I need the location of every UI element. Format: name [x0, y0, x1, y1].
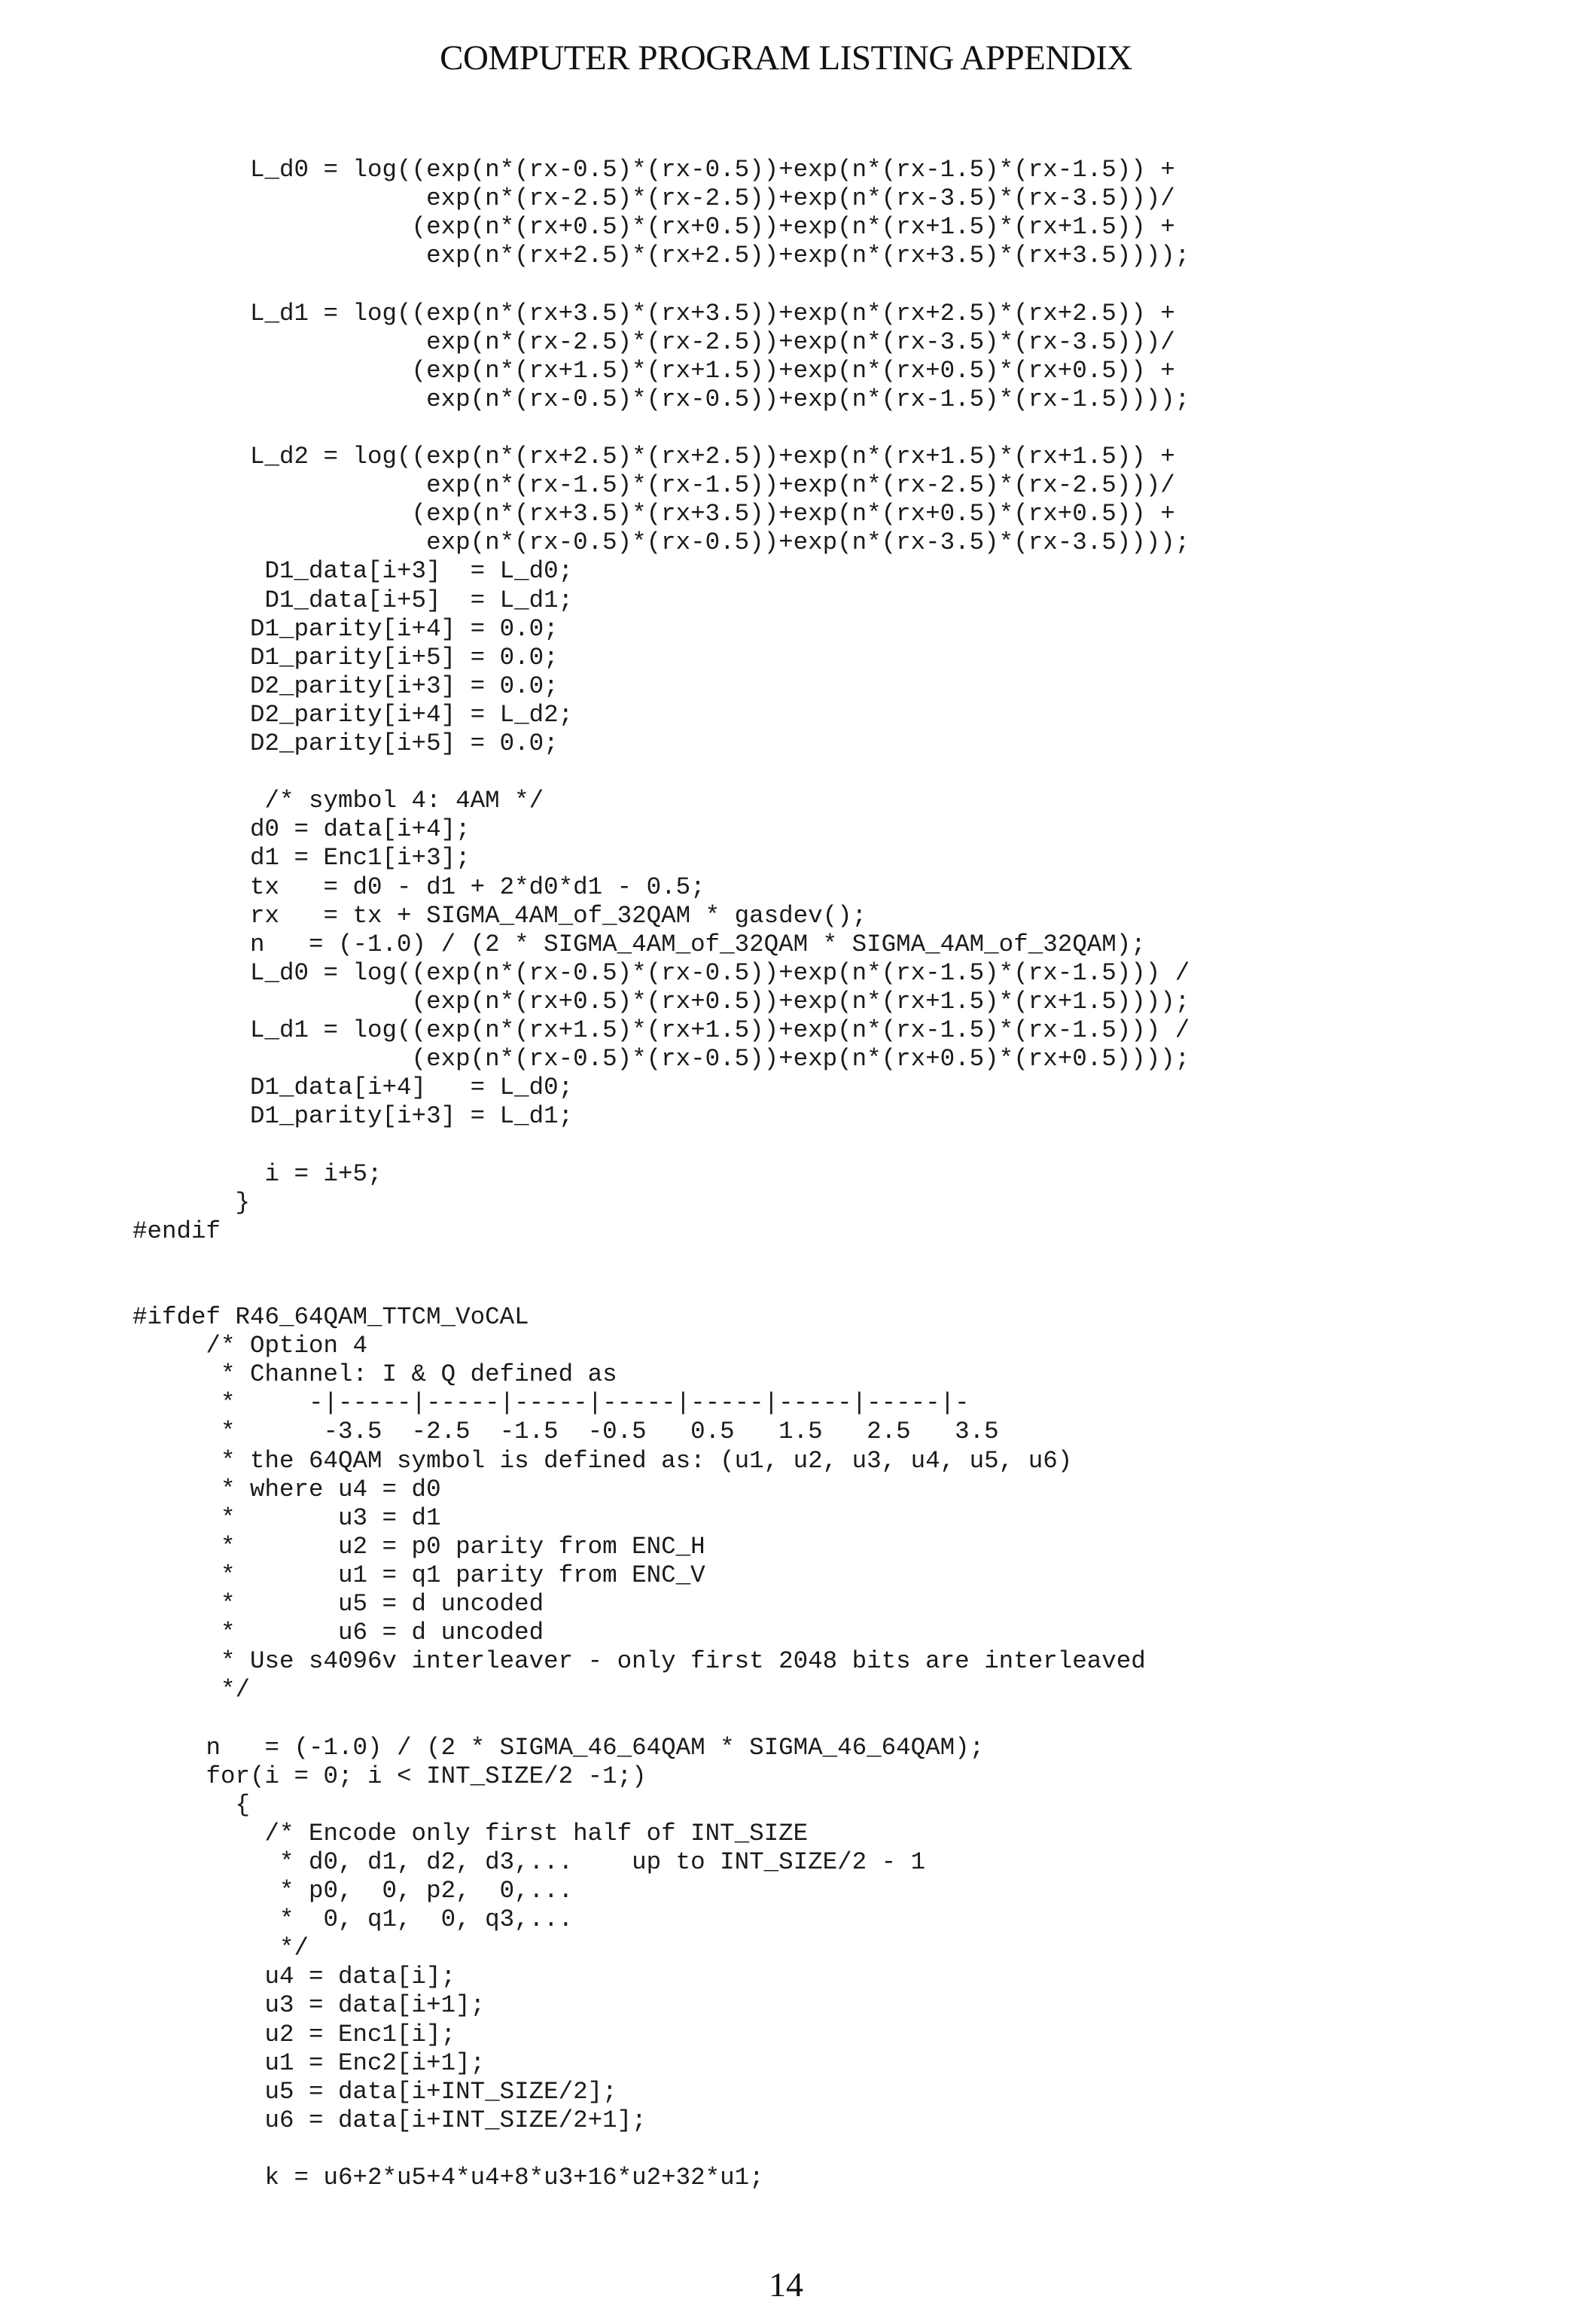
code-line: * u3 = d1 [133, 1504, 441, 1533]
code-line: * u5 = d uncoded [133, 1590, 544, 1619]
code-line: /* Option 4 [133, 1332, 367, 1360]
code-line: u1 = Enc2[i+1]; [133, 2049, 485, 2078]
code-line: n = (-1.0) / (2 * SIGMA_46_64QAM * SIGMA_46_64QAM); [133, 1734, 984, 1762]
code-line: D1_data[i+5] = L_d1; [133, 586, 573, 615]
code-line: (exp(n*(rx+0.5)*(rx+0.5))+exp(n*(rx+1.5)*(rx+1.5)))); [133, 988, 1190, 1016]
code-line: tx = d0 - d1 + 2*d0*d1 - 0.5; [133, 873, 705, 902]
code-line: (exp(n*(rx+3.5)*(rx+3.5))+exp(n*(rx+0.5)*(rx+0.5)) + [133, 500, 1175, 528]
code-line: k = u6+2*u5+4*u4+8*u3+16*u2+32*u1; [133, 2164, 764, 2192]
code-line: #endif [133, 1217, 221, 1246]
code-line: * the 64QAM symbol is defined as: (u1, u2, u3, u4, u5, u6) [133, 1447, 1072, 1476]
code-line: exp(n*(rx-2.5)*(rx-2.5))+exp(n*(rx-3.5)*(rx-3.5)))/ [133, 184, 1175, 213]
code-line: * 0, q1, 0, q3,... [133, 1905, 573, 1934]
page-title: COMPUTER PROGRAM LISTING APPENDIX [0, 38, 1572, 78]
code-line: (exp(n*(rx+1.5)*(rx+1.5))+exp(n*(rx+0.5)*(rx+0.5)) + [133, 357, 1175, 385]
code-line: /* Encode only first half of INT_SIZE [133, 1820, 808, 1848]
code-line: i = i+5; [133, 1160, 382, 1189]
page-number: 14 [0, 2265, 1572, 2304]
code-line: D2_parity[i+4] = L_d2; [133, 701, 573, 729]
code-line: * p0, 0, p2, 0,... [133, 1877, 573, 1905]
code-line: D1_parity[i+4] = 0.0; [133, 615, 559, 644]
code-line: (exp(n*(rx-0.5)*(rx-0.5))+exp(n*(rx+0.5)*(rx+0.5)))); [133, 1045, 1190, 1074]
code-line: #ifdef R46_64QAM_TTCM_VoCAL [133, 1303, 529, 1332]
code-line: exp(n*(rx-0.5)*(rx-0.5))+exp(n*(rx-3.5)*(rx-3.5)))); [133, 528, 1190, 557]
code-line: D2_parity[i+3] = 0.0; [133, 672, 559, 701]
code-line: * u6 = d uncoded [133, 1619, 544, 1647]
code-line: * where u4 = d0 [133, 1476, 441, 1504]
code-line: L_d1 = log((exp(n*(rx+1.5)*(rx+1.5))+exp(n*(rx-1.5)*(rx-1.5))) / [133, 1016, 1190, 1045]
code-line: */ [133, 1676, 250, 1704]
code-line: * Channel: I & Q defined as [133, 1360, 617, 1389]
code-line: * -|-----|-----|-----|-----|-----|-----|-----|- [133, 1389, 970, 1418]
code-line: D1_parity[i+5] = 0.0; [133, 644, 559, 672]
code-line: exp(n*(rx+2.5)*(rx+2.5))+exp(n*(rx+3.5)*(rx+3.5)))); [133, 242, 1190, 270]
code-line: /* symbol 4: 4AM */ [133, 787, 544, 815]
code-line: } [133, 1189, 250, 1217]
code-line: L_d0 = log((exp(n*(rx-0.5)*(rx-0.5))+exp(n*(rx-1.5)*(rx-1.5)) + [133, 156, 1175, 184]
code-line: u4 = data[i]; [133, 1963, 455, 1991]
code-line: u3 = data[i+1]; [133, 1991, 485, 2020]
code-line: d1 = Enc1[i+3]; [133, 844, 471, 873]
code-line: * Use s4096v interleaver - only first 2048 bits are interleaved [133, 1647, 1146, 1676]
code-line: * d0, d1, d2, d3,... up to INT_SIZE/2 - 1 [133, 1848, 925, 1877]
code-line: * -3.5 -2.5 -1.5 -0.5 0.5 1.5 2.5 3.5 [133, 1418, 999, 1446]
code-line: D1_parity[i+3] = L_d1; [133, 1102, 573, 1131]
code-line: L_d1 = log((exp(n*(rx+3.5)*(rx+3.5))+exp(n*(rx+2.5)*(rx+2.5)) + [133, 300, 1175, 328]
code-line: L_d2 = log((exp(n*(rx+2.5)*(rx+2.5))+exp(n*(rx+1.5)*(rx+1.5)) + [133, 443, 1175, 471]
code-line: u5 = data[i+INT_SIZE/2]; [133, 2078, 617, 2106]
code-line: L_d0 = log((exp(n*(rx-0.5)*(rx-0.5))+exp(n*(rx-1.5)*(rx-1.5))) / [133, 959, 1190, 988]
code-line: (exp(n*(rx+0.5)*(rx+0.5))+exp(n*(rx+1.5)*(rx+1.5)) + [133, 213, 1175, 242]
code-line: u2 = Enc1[i]; [133, 2021, 455, 2049]
code-line: exp(n*(rx-2.5)*(rx-2.5))+exp(n*(rx-3.5)*(rx-3.5)))/ [133, 328, 1175, 357]
code-line: D1_data[i+4] = L_d0; [133, 1074, 573, 1102]
code-line: exp(n*(rx-1.5)*(rx-1.5))+exp(n*(rx-2.5)*(rx-2.5)))/ [133, 471, 1175, 500]
code-line: * u2 = p0 parity from ENC_H [133, 1533, 705, 1561]
code-line: { [133, 1791, 250, 1820]
code-line: */ [133, 1934, 309, 1963]
code-line: for(i = 0; i < INT_SIZE/2 -1;) [133, 1762, 647, 1791]
code-line: D1_data[i+3] = L_d0; [133, 557, 573, 586]
code-line: rx = tx + SIGMA_4AM_of_32QAM * gasdev(); [133, 902, 867, 931]
code-line: u6 = data[i+INT_SIZE/2+1]; [133, 2106, 647, 2135]
code-line: exp(n*(rx-0.5)*(rx-0.5))+exp(n*(rx-1.5)*(rx-1.5)))); [133, 385, 1190, 414]
code-line: D2_parity[i+5] = 0.0; [133, 729, 559, 758]
code-line: * u1 = q1 parity from ENC_V [133, 1561, 705, 1590]
code-line: d0 = data[i+4]; [133, 815, 471, 844]
code-line: n = (-1.0) / (2 * SIGMA_4AM_of_32QAM * SIGMA_4AM_of_32QAM); [133, 931, 1146, 959]
